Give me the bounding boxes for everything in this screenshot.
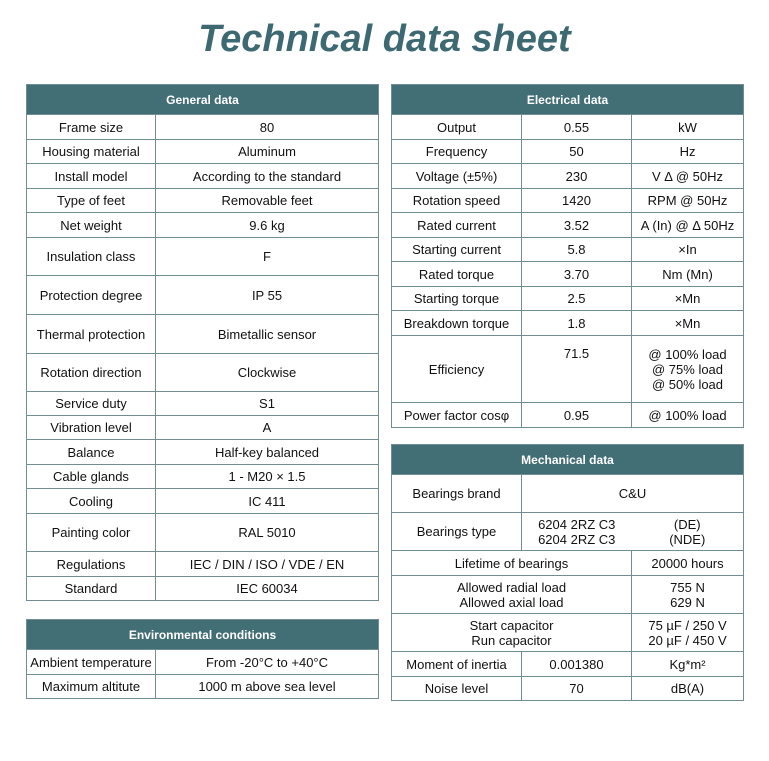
mechanical-data-table bbox=[391, 444, 744, 701]
general-data-table bbox=[26, 84, 379, 601]
efficiency-units bbox=[632, 336, 744, 403]
table-row bbox=[392, 238, 744, 262]
table-row bbox=[27, 164, 379, 189]
row-value: S1 bbox=[156, 392, 379, 416]
row-unit: ×In bbox=[632, 238, 744, 262]
table-row bbox=[392, 513, 744, 551]
run-capacitor-value: 20 µF / 450 V bbox=[648, 632, 727, 648]
row-unit: RPM @ 50Hz bbox=[632, 189, 744, 213]
row-label: Output bbox=[392, 115, 522, 140]
capacitor-values bbox=[632, 614, 744, 652]
bearing-nde-position: (NDE) bbox=[669, 531, 706, 547]
row-label: Regulations bbox=[27, 552, 156, 577]
bearings-type-label: Bearings type bbox=[392, 513, 522, 551]
efficiency-unit-50: @ 50% load bbox=[652, 376, 724, 392]
row-label: Power factor cosφ bbox=[392, 403, 522, 428]
table-row bbox=[27, 354, 379, 392]
table-row bbox=[27, 115, 379, 140]
environmental-conditions-table bbox=[26, 619, 379, 699]
row-label: Painting color bbox=[27, 514, 156, 552]
row-unit: ×Mn bbox=[632, 311, 744, 336]
row-value: 1000 m above sea level bbox=[156, 675, 379, 699]
inertia-label: Moment of inertia bbox=[392, 652, 522, 677]
row-label: Frequency bbox=[392, 140, 522, 164]
noise-unit: dB(A) bbox=[632, 677, 744, 701]
page-title: Technical data sheet bbox=[198, 18, 571, 60]
table-row bbox=[392, 262, 744, 287]
bearings-type-positions bbox=[632, 513, 744, 551]
efficiency-unit-100: @ 100% load bbox=[648, 346, 727, 362]
row-value: Clockwise bbox=[156, 354, 379, 392]
efficiency-value: 71.5 bbox=[522, 336, 632, 403]
table-row bbox=[27, 650, 379, 675]
radial-load-value: 755 N bbox=[670, 579, 705, 595]
table-row bbox=[392, 311, 744, 336]
row-label: Service duty bbox=[27, 392, 156, 416]
row-value: 9.6 kg bbox=[156, 213, 379, 238]
row-value: IP 55 bbox=[156, 276, 379, 315]
row-value: 80 bbox=[156, 115, 379, 140]
table-row bbox=[27, 577, 379, 601]
row-label: Starting torque bbox=[392, 287, 522, 311]
row-value: 1 - M20 × 1.5 bbox=[156, 465, 379, 489]
start-capacitor-value: 75 µF / 250 V bbox=[648, 617, 727, 633]
table-row bbox=[27, 440, 379, 465]
bearings-type-values bbox=[522, 513, 632, 551]
table-row bbox=[27, 276, 379, 315]
row-label: Rotation speed bbox=[392, 189, 522, 213]
bearing-nde: 6204 2RZ C3 bbox=[538, 531, 616, 547]
row-unit: @ 100% load bbox=[632, 403, 744, 428]
table-row bbox=[392, 551, 744, 576]
table-row bbox=[392, 189, 744, 213]
row-label: Rated current bbox=[392, 213, 522, 238]
row-unit: kW bbox=[632, 115, 744, 140]
radial-load-label: Allowed radial load bbox=[456, 579, 567, 595]
efficiency-unit-75: @ 75% load bbox=[652, 361, 724, 377]
row-label: Standard bbox=[27, 577, 156, 601]
inertia-unit: Kg*m² bbox=[632, 652, 744, 677]
row-value: 0.55 bbox=[522, 115, 632, 140]
row-unit: V Δ @ 50Hz bbox=[632, 164, 744, 189]
table-row bbox=[392, 475, 744, 513]
table-row bbox=[392, 213, 744, 238]
table-row bbox=[392, 287, 744, 311]
table-row bbox=[27, 213, 379, 238]
row-value: 0.95 bbox=[522, 403, 632, 428]
noise-label: Noise level bbox=[392, 677, 522, 701]
row-value: 1.8 bbox=[522, 311, 632, 336]
row-label: Rated torque bbox=[392, 262, 522, 287]
row-value: 3.70 bbox=[522, 262, 632, 287]
row-value: IEC 60034 bbox=[156, 577, 379, 601]
row-label: Breakdown torque bbox=[392, 311, 522, 336]
bearings-brand-label: Bearings brand bbox=[392, 475, 522, 513]
row-label: Type of feet bbox=[27, 189, 156, 213]
row-value: Half-key balanced bbox=[156, 440, 379, 465]
general-data-header: General data bbox=[27, 85, 379, 115]
table-row bbox=[27, 238, 379, 276]
electrical-data-table bbox=[391, 84, 744, 428]
row-unit: Hz bbox=[632, 140, 744, 164]
row-label: Voltage (±5%) bbox=[392, 164, 522, 189]
table-row bbox=[392, 336, 744, 403]
row-label: Net weight bbox=[27, 213, 156, 238]
table-row bbox=[392, 614, 744, 652]
table-row bbox=[392, 576, 744, 614]
table-row bbox=[27, 189, 379, 213]
row-label: Insulation class bbox=[27, 238, 156, 276]
table-row bbox=[27, 465, 379, 489]
environmental-conditions-header: Environmental conditions bbox=[27, 620, 379, 650]
row-label: Starting current bbox=[392, 238, 522, 262]
row-value: 230 bbox=[522, 164, 632, 189]
table-row bbox=[392, 677, 744, 701]
table-row bbox=[392, 652, 744, 677]
row-label: Maximum altitute bbox=[27, 675, 156, 699]
row-label: Frame size bbox=[27, 115, 156, 140]
row-unit: Nm (Mn) bbox=[632, 262, 744, 287]
table-row bbox=[392, 115, 744, 140]
start-capacitor-label: Start capacitor bbox=[469, 617, 554, 633]
table-row bbox=[27, 315, 379, 354]
row-label: Cable glands bbox=[27, 465, 156, 489]
table-row bbox=[27, 392, 379, 416]
table-row bbox=[392, 164, 744, 189]
axial-load-value: 629 N bbox=[670, 594, 705, 610]
row-label: Install model bbox=[27, 164, 156, 189]
table-row bbox=[392, 140, 744, 164]
row-value: A bbox=[156, 416, 379, 440]
row-value: IEC / DIN / ISO / VDE / EN bbox=[156, 552, 379, 577]
bearings-brand-value: C&U bbox=[522, 475, 744, 513]
row-value: 3.52 bbox=[522, 213, 632, 238]
table-row bbox=[27, 416, 379, 440]
row-value: 2.5 bbox=[522, 287, 632, 311]
bearing-de: 6204 2RZ C3 bbox=[538, 516, 616, 532]
row-unit: ×Mn bbox=[632, 287, 744, 311]
lifetime-value: 20000 hours bbox=[632, 551, 744, 576]
row-label: Balance bbox=[27, 440, 156, 465]
row-value: Bimetallic sensor bbox=[156, 315, 379, 354]
table-row bbox=[27, 140, 379, 164]
row-label: Protection degree bbox=[27, 276, 156, 315]
row-label: Rotation direction bbox=[27, 354, 156, 392]
axial-load-label: Allowed axial load bbox=[459, 594, 564, 610]
row-value: Removable feet bbox=[156, 189, 379, 213]
row-label: Thermal protection bbox=[27, 315, 156, 354]
table-row bbox=[27, 489, 379, 514]
table-row bbox=[27, 514, 379, 552]
row-label: Ambient temperature bbox=[27, 650, 156, 675]
row-value: 5.8 bbox=[522, 238, 632, 262]
table-row bbox=[27, 552, 379, 577]
row-label: Cooling bbox=[27, 489, 156, 514]
row-label: Vibration level bbox=[27, 416, 156, 440]
noise-value: 70 bbox=[522, 677, 632, 701]
electrical-data-header: Electrical data bbox=[392, 85, 744, 115]
mechanical-data-header: Mechanical data bbox=[392, 445, 744, 475]
loads-values bbox=[632, 576, 744, 614]
loads-labels bbox=[392, 576, 632, 614]
row-value: Aluminum bbox=[156, 140, 379, 164]
lifetime-label: Lifetime of bearings bbox=[392, 551, 632, 576]
row-value: F bbox=[156, 238, 379, 276]
row-value: RAL 5010 bbox=[156, 514, 379, 552]
row-value: IC 411 bbox=[156, 489, 379, 514]
table-row bbox=[27, 675, 379, 699]
row-unit: A (In) @ Δ 50Hz bbox=[632, 213, 744, 238]
run-capacitor-label: Run capacitor bbox=[471, 632, 552, 648]
table-row bbox=[392, 403, 744, 428]
row-label: Housing material bbox=[27, 140, 156, 164]
row-value: According to the standard bbox=[156, 164, 379, 189]
capacitor-labels bbox=[392, 614, 632, 652]
row-value: From -20°C to +40°C bbox=[156, 650, 379, 675]
row-value: 1420 bbox=[522, 189, 632, 213]
inertia-value: 0.001380 bbox=[522, 652, 632, 677]
efficiency-label: Efficiency bbox=[392, 336, 522, 403]
row-value: 50 bbox=[522, 140, 632, 164]
bearing-de-position: (DE) bbox=[673, 516, 701, 532]
